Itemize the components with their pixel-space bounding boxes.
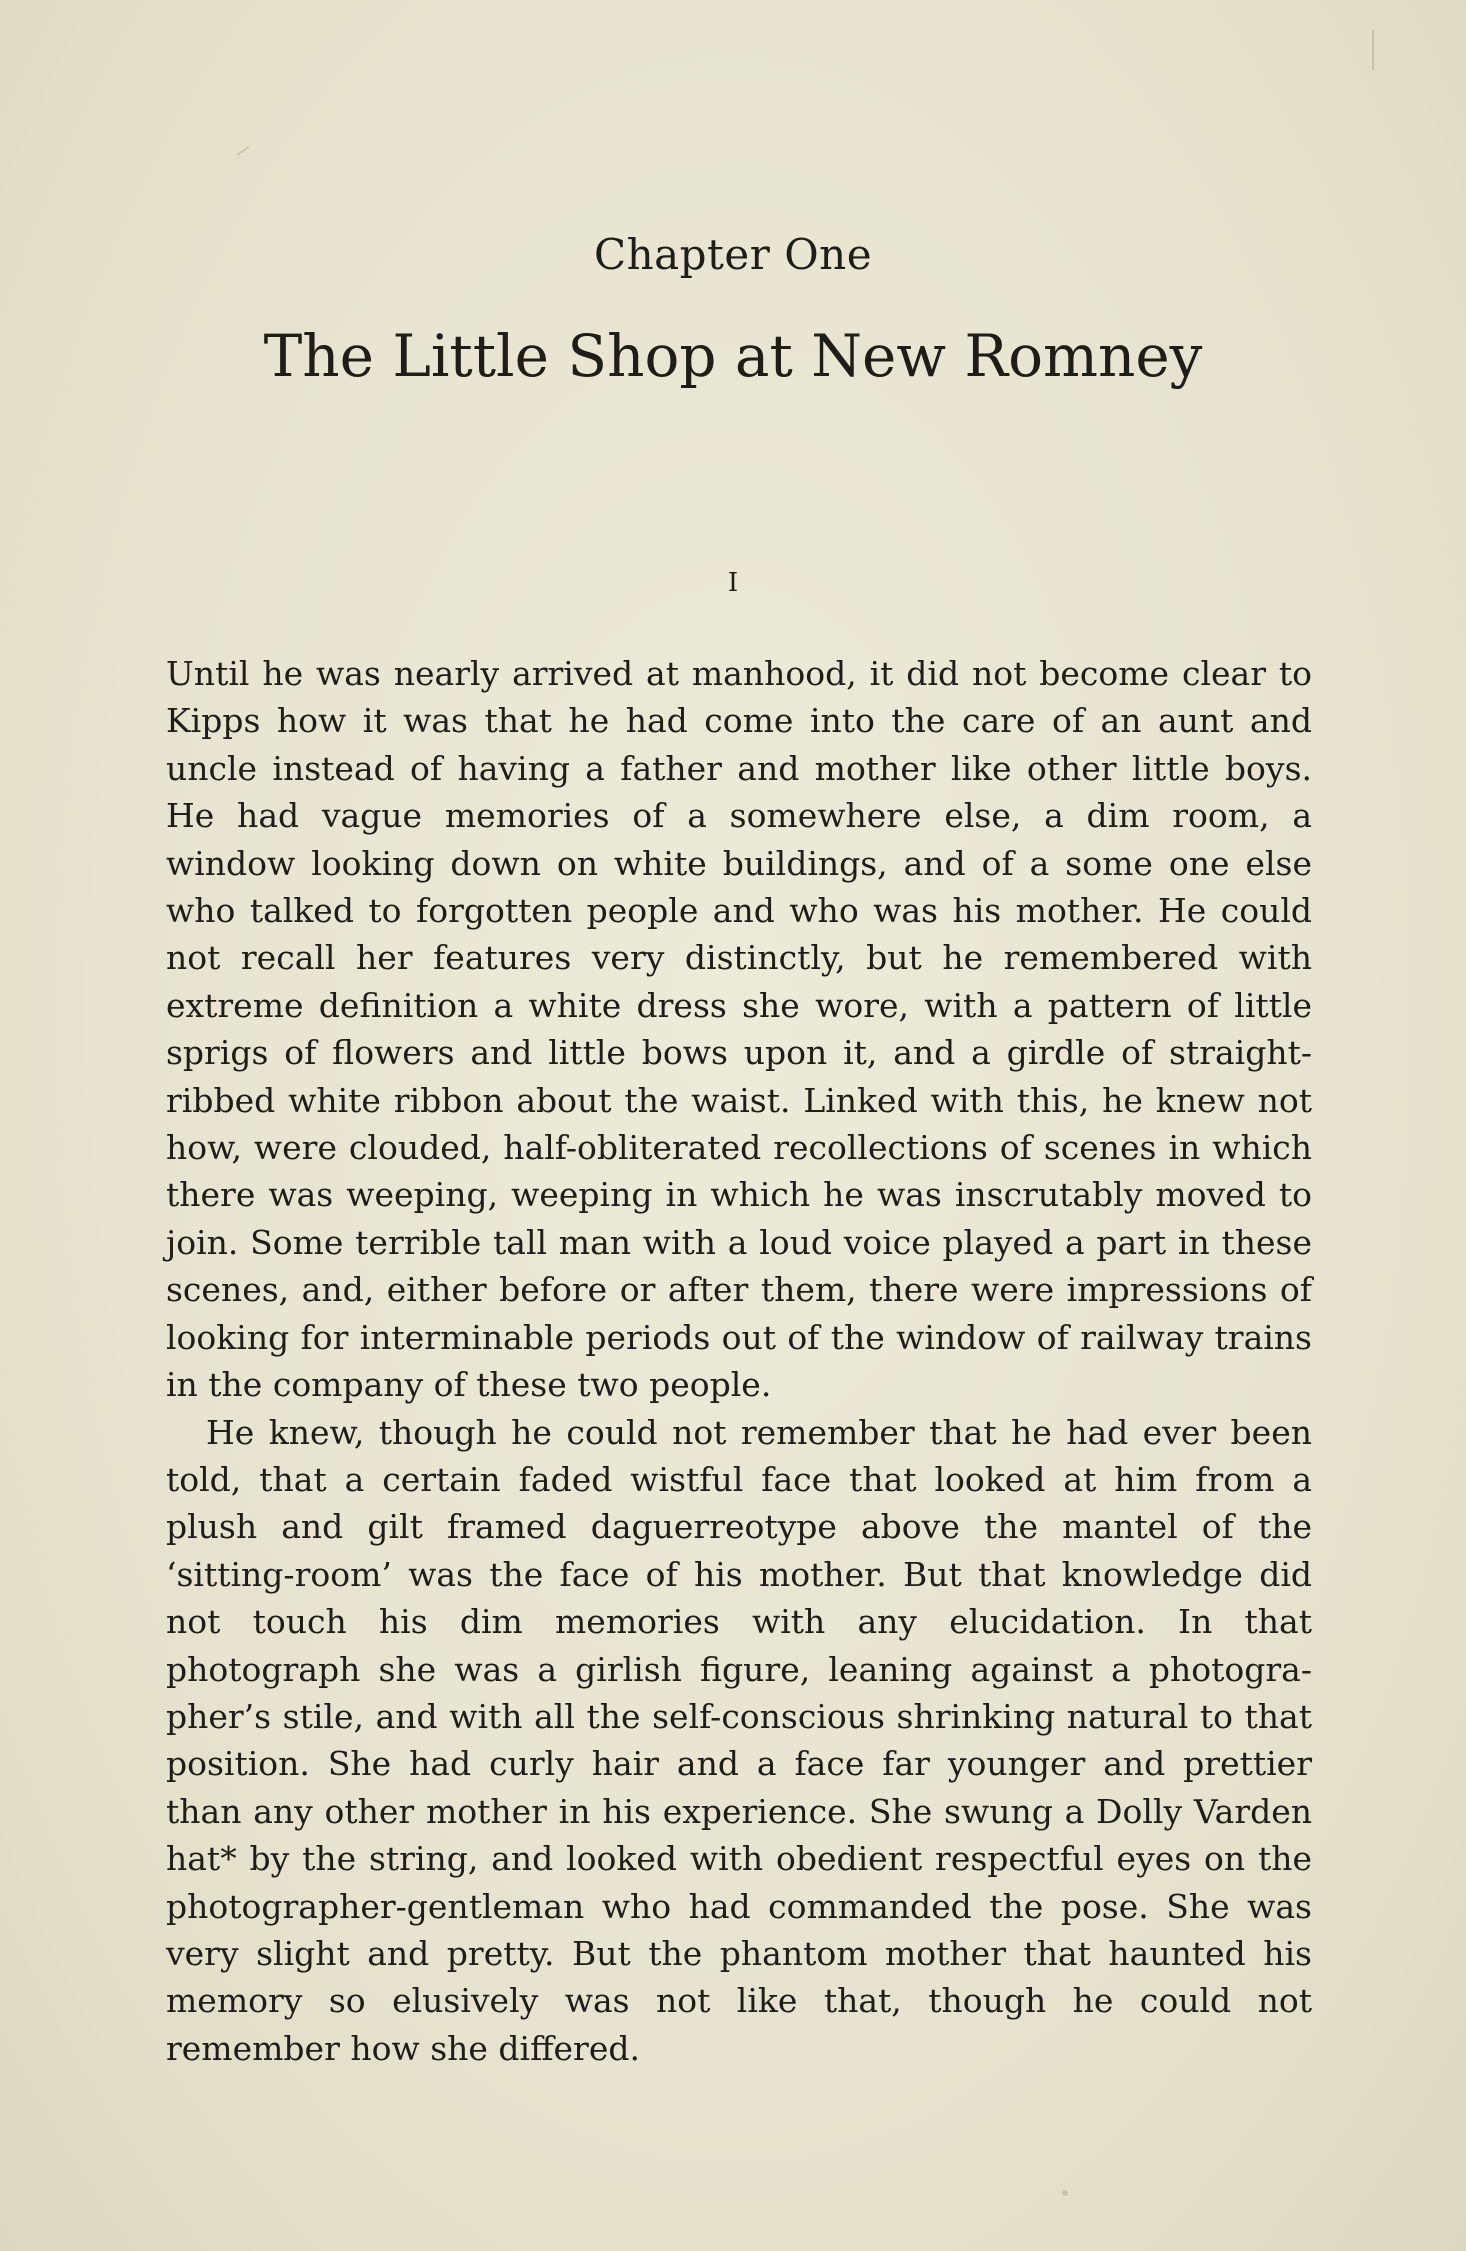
chapter-title: The Little Shop at New Romney	[263, 322, 1203, 390]
body-text	[166, 650, 1312, 2072]
section-number: I	[727, 568, 739, 598]
scan-speck	[1062, 2190, 1068, 2196]
scan-speck	[1372, 30, 1374, 70]
scan-speck	[237, 146, 250, 156]
paragraph: He knew, though he could not remember that he had ever been told, that a certain faded wistful face that looked at him from a plush and gilt framed daguerreotype above the mantel of the ‘sitting-room’ was the face of his mother. But that knowledge did not touch his dim memories with any elucidation. In that photograph she was a girlish figure, leaning against a photographer’s stile, and with all the self-conscious shrinking natural to that position. She had curly hair and a face far younger and prettier than any other mother in his experience. She swung a Dolly Varden hat* by the string, and looked with obedient respectful eyes on the photographer-gentleman who had commanded the pose. She was very slight and pretty. But the phantom mother that haunted his memory so elusively was not like that, though he could not remember how she differed.	[166, 1412, 1312, 2068]
paragraph: Until he was nearly arrived at manhood, it did not become clear to Kipps how it was that he had come into the care of an aunt and uncle instead of having a father and mother like other little boys. He had vague memories of a somewhere else, a dim room, a window looking down on white buildings, and of a some one else who talked to forgotten people and who was his mother. He could not recall her features very distinctly, but he remembered with extreme definition a white dress she wore, with a pattern of little sprigs of flowers and little bows upon it, and a girdle of straight-ribbed white ribbon about the waist. Linked with this, he knew not how, were clouded, half-obliterated recollections of scenes in which there was weeping, weeping in which he was inscrutably moved to join. Some terrible tall man with a loud voice played a part in these scenes, and, either before or after them, there were impressions of looking for interminable periods out of the window of railway trains in the company of these two people.	[166, 654, 1312, 1405]
chapter-label: Chapter One	[593, 230, 873, 279]
